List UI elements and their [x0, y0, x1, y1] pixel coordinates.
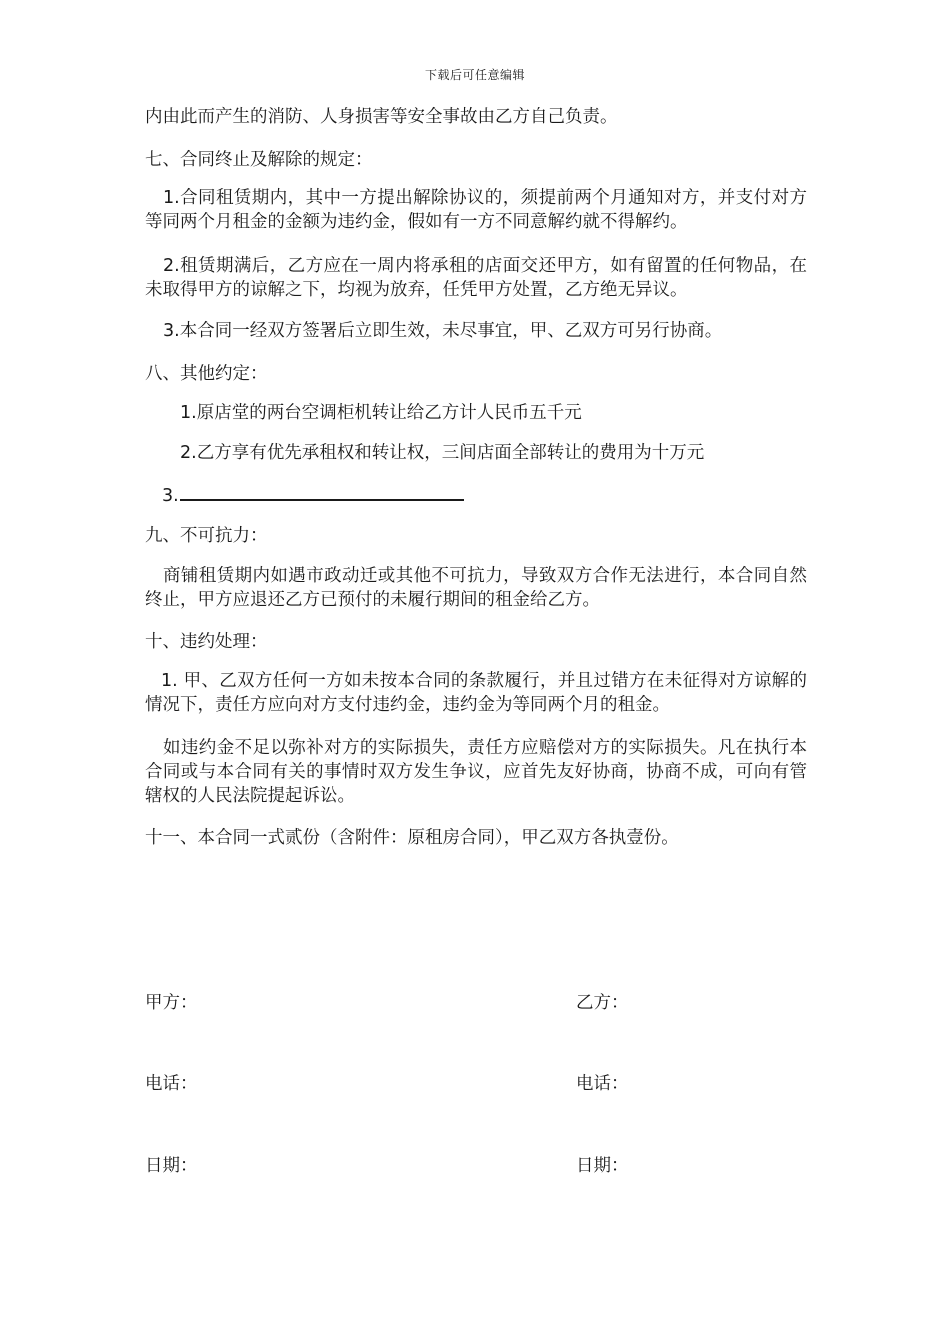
party-b-date-label: 日期：	[576, 1156, 629, 1176]
section-11: 十一、本合同一式贰份（含附件：原租房合同），甲乙双方各执壹份。	[145, 828, 679, 848]
blank-fill-line	[180, 481, 464, 501]
party-a-label: 甲方：	[145, 993, 198, 1013]
section-8-item-3-number: 3.	[162, 486, 179, 506]
section-8-item-1: 1.原店堂的两台空调柜机转让给乙方计人民币五千元	[180, 403, 582, 423]
party-a-date-label: 日期：	[145, 1156, 198, 1176]
section-8-item-3	[162, 481, 464, 508]
party-b-label: 乙方：	[576, 993, 629, 1013]
section-10-title: 十、违约处理：	[145, 632, 268, 652]
section-9-title: 九、不可抗力：	[145, 526, 268, 546]
section-10-item-1: 1. 甲、乙双方任何一方如未按本合同的条款履行，并且过错方在未征得对方谅解的情况下，责任方应向对方支付违约金，违约金为等同两个月的租金。	[145, 671, 807, 715]
section-7-item-1: 1.合同租赁期内，其中一方提出解除协议的，须提前两个月通知对方，并支付对方等同两个月租金的金额为违约金，假如有一方不同意解约就不得解约。	[145, 188, 807, 232]
section-10-body-2: 如违约金不足以弥补对方的实际损失，责任方应赔偿对方的实际损失。凡在执行本合同或与本合同有关的事情时双方发生争议，应首先友好协商，协商不成，可向有管辖权的人民法院提起诉讼。	[145, 738, 807, 806]
section-7-item-3: 3.本合同一经双方签署后立即生效，未尽事宜，甲、乙双方可另行协商。	[163, 321, 723, 341]
section-7-item-2: 2.租赁期满后，乙方应在一周内将承租的店面交还甲方，如有留置的任何物品，在未取得甲方的谅解之下，均视为放弃，任凭甲方处置，乙方绝无异议。	[145, 256, 807, 300]
page-header: 下载后可任意编辑	[424, 68, 525, 82]
party-b-phone-label: 电话：	[576, 1074, 629, 1094]
paragraph-intro: 内由此而产生的消防、人身损害等安全事故由乙方自己负责。	[145, 107, 618, 127]
section-7-title: 七、合同终止及解除的规定：	[145, 150, 373, 170]
party-a-phone-label: 电话：	[145, 1074, 198, 1094]
section-8-title: 八、其他约定：	[145, 364, 268, 384]
section-9-body: 商铺租赁期内如遇市政动迁或其他不可抗力，导致双方合作无法进行，本合同自然终止，甲方应退还乙方已预付的未履行期间的租金给乙方。	[145, 566, 807, 610]
section-8-item-2: 2.乙方享有优先承租权和转让权，三间店面全部转让的费用为十万元	[180, 443, 705, 463]
